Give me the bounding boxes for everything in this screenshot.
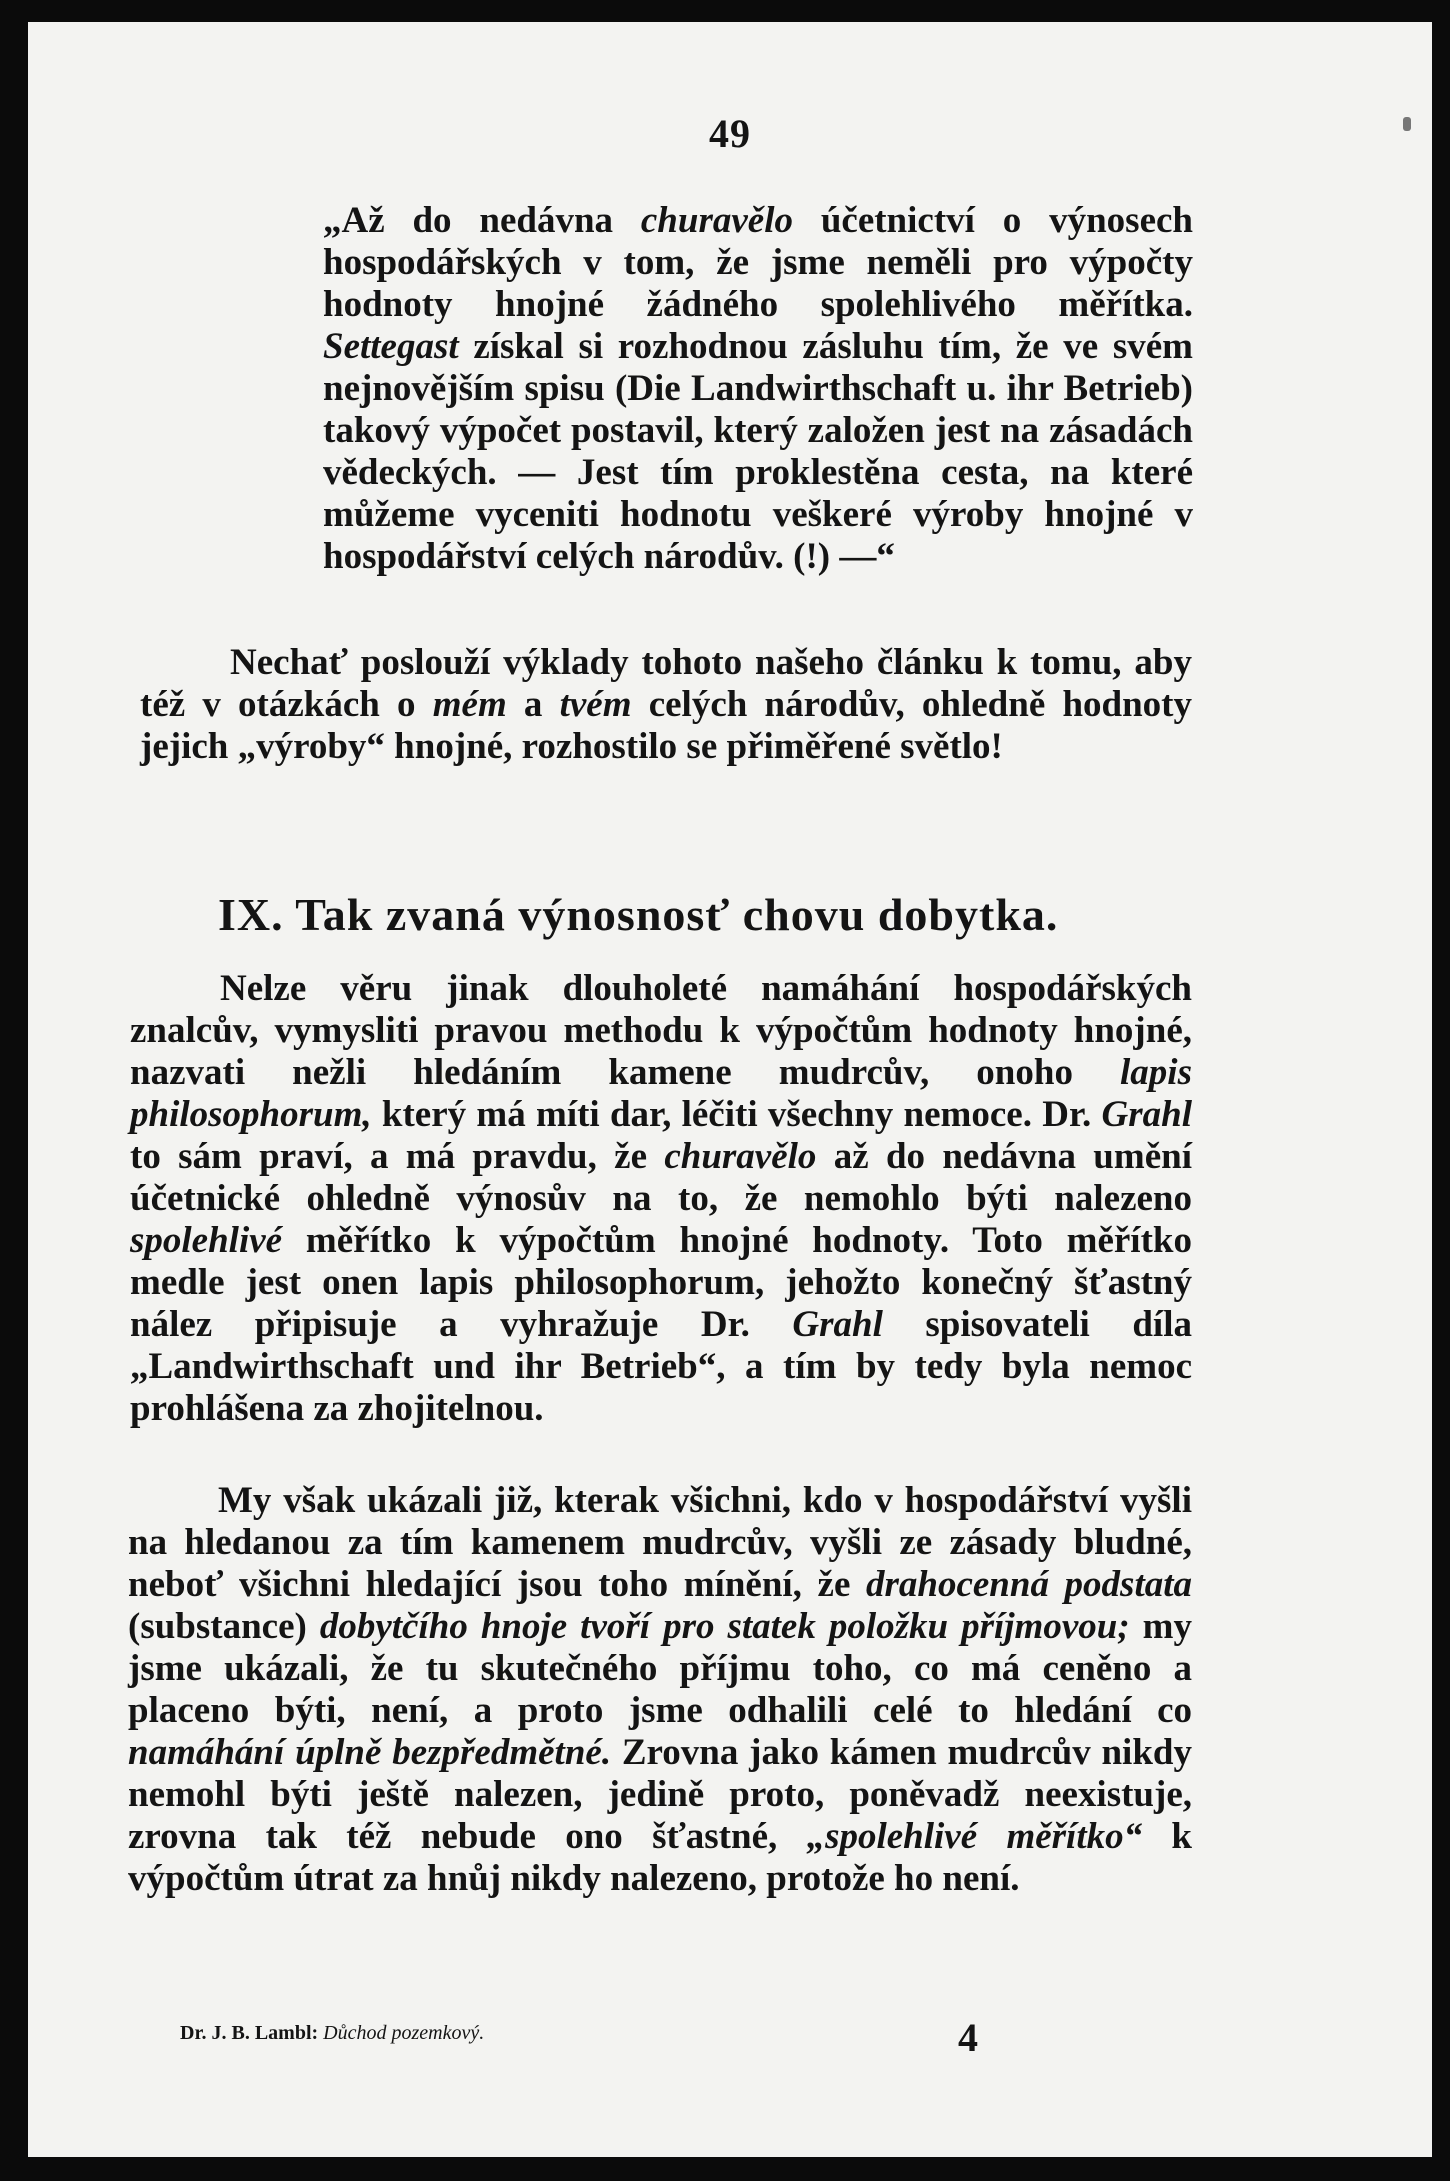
quote-block bbox=[323, 200, 1193, 578]
paragraph bbox=[130, 968, 1192, 1430]
paragraph-text: Nelze věru jinak dlouholeté namáhání hospodářských znalcův, vymysliti pravou methodu k výpočtům hodnoty hnojné, nazvati nežli hledáním kamene mudrcův, onoho bbox=[130, 968, 1192, 1093]
footer-title: Důchod pozemkový. bbox=[323, 2022, 485, 2044]
paragraph-text: měřítko k výpočtům hnojné hodnoty. Toto měřítko medle jest onen lapis philosophorum, jehožto konečný šťastný nález připisuje a vyhražuje Dr. bbox=[130, 1220, 1192, 1345]
paragraph-emphasis: spolehlivé bbox=[130, 1220, 283, 1261]
paragraph-emphasis: mém bbox=[432, 684, 507, 725]
paragraph-2 bbox=[130, 968, 1192, 1430]
paragraph-text: (substance) bbox=[128, 1606, 320, 1647]
paragraph-text: Zrovna jako kámen mudrcův nikdy nemohl býti ještě nalezen, jedině proto, poněvadž neexistuje, zrovna tak též nebude ono šťastné, bbox=[128, 1732, 1192, 1857]
page-number: 49 bbox=[709, 111, 751, 156]
paragraph-emphasis: lapis philosophorum, bbox=[130, 1052, 1192, 1135]
paragraph-3 bbox=[128, 1480, 1192, 1900]
paragraph-emphasis: Grahl bbox=[792, 1304, 883, 1345]
paragraph-text: až do nedávna umění účetnické ohledně výnosův na to, že nemohlo býti nalezeno bbox=[130, 1136, 1192, 1219]
quote-text: „Až do nedávna bbox=[323, 200, 641, 241]
quote-emphasis: Settegast bbox=[323, 326, 459, 367]
paragraph-text: to sám praví, a má pravdu, že bbox=[130, 1136, 665, 1177]
paragraph-text: spisovateli díla „Landwirthschaft und ihr Betrieb“, a tím by tedy byla nemoc prohlášena za zhojitelnou. bbox=[130, 1304, 1192, 1429]
paragraph-text: celých národův, ohledně hodnoty jejich „výroby“ hnojné, rozhostilo se přiměřené světlo! bbox=[140, 684, 1192, 767]
quote-text: účetnictví o výnosech hospodářských v tom, že jsme neměli pro výpočty hodnoty hnojné žádného spolehlivého měřítka. bbox=[323, 200, 1193, 325]
paragraph-emphasis: tvém bbox=[559, 684, 632, 725]
paragraph-text: my jsme ukázali, že tu skutečného příjmu toho, co má ceněno a placeno býti, není, a proto jsme odhalili celé to hledání co bbox=[128, 1606, 1192, 1731]
paragraph bbox=[140, 642, 1192, 768]
paragraph-text: a bbox=[506, 684, 560, 725]
quote-text: získal si rozhodnou zásluhu tím, že ve svém nejnovějším spisu (Die Landwirthschaft u. ihr Betrieb) takový výpočet postavil, který založen jest na zásadách vědeckých. — Jest tím proklestěna cesta, na které můžeme vyceniti hodnotu veškeré výroby hnojné v hospodářství celých národův. (!) —“ bbox=[323, 326, 1193, 577]
paragraph-text: Nechať poslouží výklady tohoto našeho článku k tomu, aby též v otázkách o bbox=[140, 642, 1192, 725]
paragraph-emphasis: drahocenná podstata bbox=[865, 1564, 1192, 1605]
paragraph bbox=[128, 1480, 1192, 1900]
paragraph-1 bbox=[140, 642, 1192, 768]
paragraph-emphasis: churavělo bbox=[664, 1136, 817, 1177]
book-page bbox=[28, 22, 1432, 2157]
paragraph-emphasis: namáhání úplně bezpředmětné. bbox=[128, 1732, 612, 1773]
footer-credit bbox=[180, 2022, 1080, 2045]
quote-paragraph bbox=[323, 200, 1193, 578]
paragraph-emphasis: „spolehlivé měřítko“ bbox=[806, 1816, 1143, 1857]
paragraph-text: který má míti dar, léčiti všechny nemoce. Dr. bbox=[371, 1094, 1102, 1135]
footer-author: Dr. J. B. Lambl: bbox=[180, 2022, 324, 2044]
paragraph-text: My však ukázali již, kterak všichni, kdo v hospodářství vyšli na hledanou za tím kamenem mudrcův, vyšli ze zásady bludné, neboť všichni hledající jsou toho mínění, že bbox=[128, 1480, 1192, 1605]
paragraph-emphasis: Grahl bbox=[1101, 1094, 1192, 1135]
paragraph-text: k výpočtům útrat za hnůj nikdy nalezeno, protože ho není. bbox=[128, 1816, 1193, 1899]
section-heading: IX. Tak zvaná výnosnosť chovu dobytka. bbox=[218, 889, 1059, 940]
quote-emphasis: churavělo bbox=[640, 200, 793, 241]
signature-number: 4 bbox=[958, 2015, 978, 2060]
paragraph-emphasis: dobytčího hnoje tvoří pro statek položku příjmovou; bbox=[319, 1606, 1130, 1647]
